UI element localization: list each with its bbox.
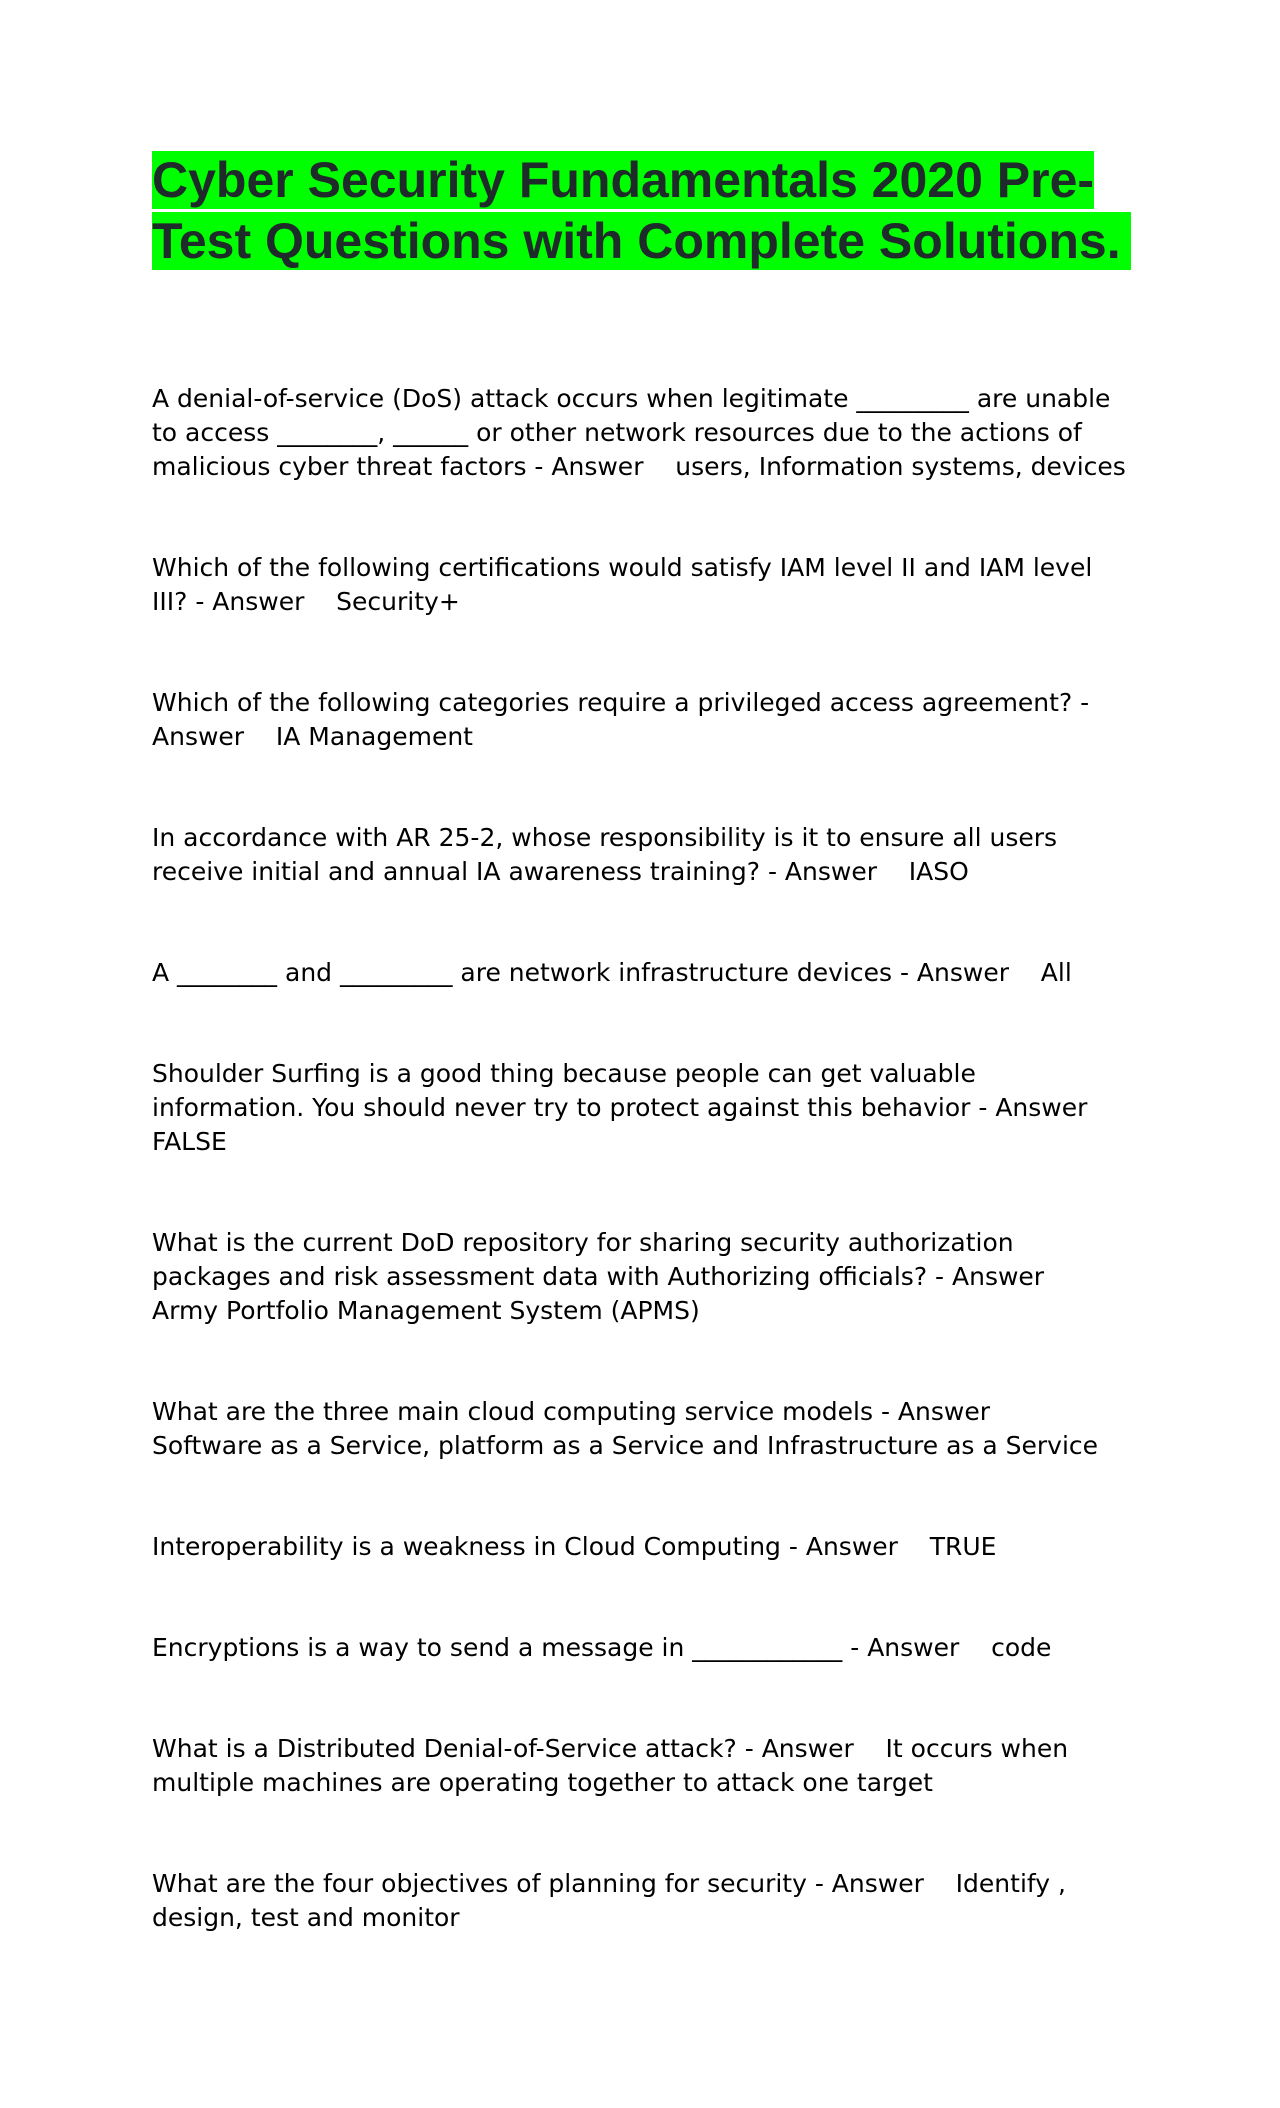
qa-item-5: A ________ and _________ are network infrastructure devices - Answer All [152, 958, 1072, 987]
document-title [152, 150, 1152, 272]
qa-item-1: A denial-of-service (DoS) attack occurs when legitimate _________ are unable to access ________, ______ or other network resources due to the actions of malicious cyber threat factors - Answer users, Information systems, devices [152, 384, 1126, 481]
qa-item-6: Shoulder Surfing is a good thing because people can get valuable information. You should never try to protect against this behavior - Answer FALSE [152, 1059, 1088, 1156]
qa-item-2: Which of the following certifications would satisfy IAM level II and IAM level III? - Answer Security+ [152, 553, 1093, 616]
qa-item-7: What is the current DoD repository for sharing security authorization packages and risk assessment data with Authorizing officials? - Answer Army Portfolio Management System (APMS) [152, 1228, 1045, 1325]
qa-item-12: What are the four objectives of planning for security - Answer Identify , design, test and monitor [152, 1869, 1066, 1932]
qa-item-10: Encryptions is a way to send a message in ____________ - Answer code [152, 1633, 1052, 1662]
title-highlight: Cyber Security Fundamentals 2020 Pre-Test Questions with Complete Solutions. [152, 151, 1131, 270]
qa-item-3: Which of the following categories require a privileged access agreement? - Answer IA Management [152, 688, 1090, 751]
qa-item-11: What is a Distributed Denial-of-Service attack? - Answer It occurs when multiple machines are operating together to attack one target [152, 1734, 1069, 1797]
qa-item-4: In accordance with AR 25-2, whose responsibility is it to ensure all users receive initial and annual IA awareness training? - Answer IASO [152, 823, 1058, 886]
qa-item-8: What are the three main cloud computing service models - Answer Software as a Service, platform as a Service and Infrastructure as a Service [152, 1397, 1099, 1460]
qa-item-9: Interoperability is a weakness in Cloud Computing - Answer TRUE [152, 1532, 997, 1561]
